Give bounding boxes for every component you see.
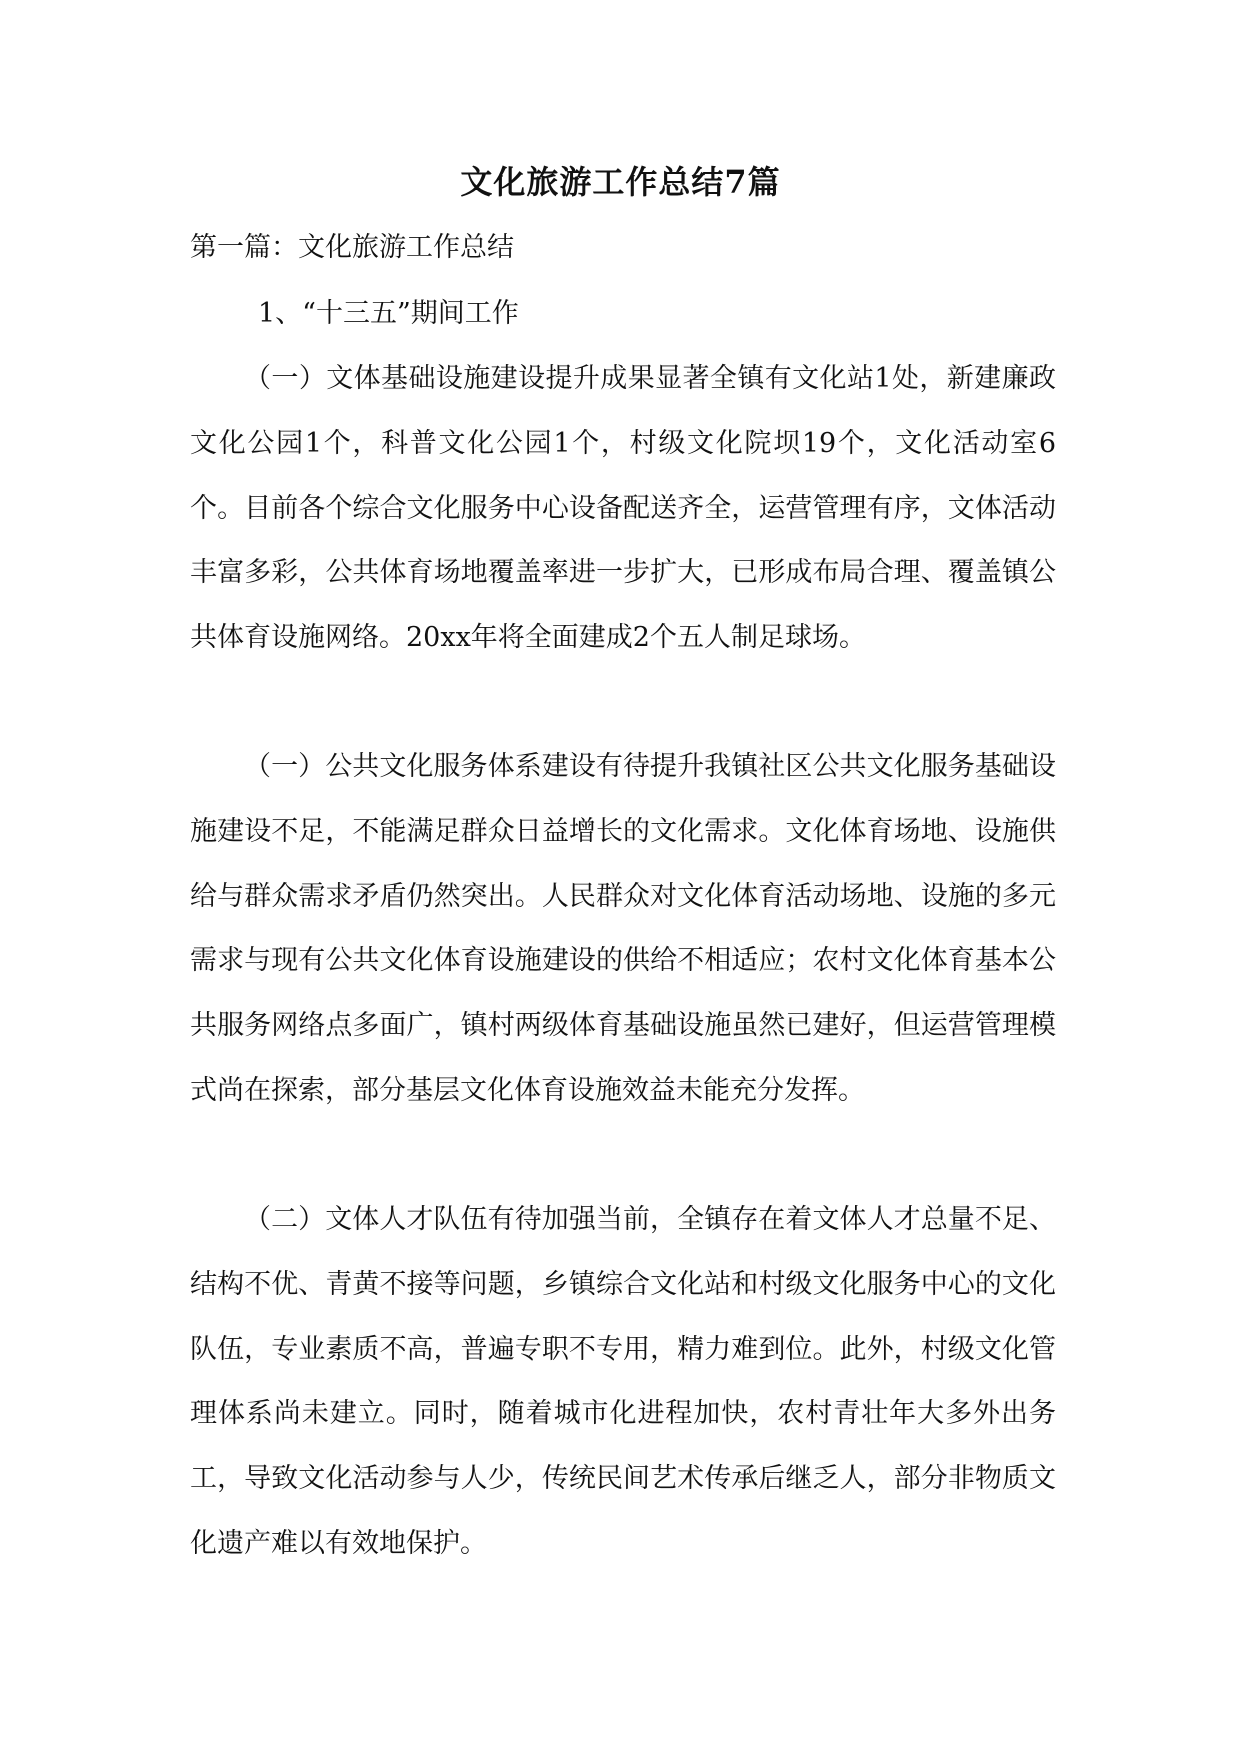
paragraph-talent-team: （二）文体人才队伍有待加强当前，全镇存在着文体人才总量不足、结构不优、青黄不接等问题，乡镇综合文化站和村级文化服务中心的文化队伍，专业素质不高，普遍专职不专用，精力难到位。此外，村级文化管理体系尚未建立。同时，随着城市化进程加快，农村青壮年大多外出务工，导致文化活动参与人少，传统民间艺术传承后继乏人，部分非物质文化遗产难以有效地保护。 (190, 1204, 1056, 1559)
section-heading: 1、“十三五”期间工作 (258, 298, 519, 329)
chapter-heading: 第一篇：文化旅游工作总结 (190, 232, 514, 263)
document-title: 文化旅游工作总结7篇 (460, 163, 781, 201)
paragraph-public-service-system: （一）公共文化服务体系建设有待提升我镇社区公共文化服务基础设施建设不足，不能满足群众日益增长的文化需求。文化体育场地、设施供给与群众需求矛盾仍然突出。人民群众对文化体育活动场地、设施的多元需求与现有公共文化体育设施建设的供给不相适应；农村文化体育基本公共服务网络点多面广，镇村两级体育基础设施虽然已建好，但运营管理模式尚在探索，部分基层文化体育设施效益未能充分发挥。 (190, 751, 1056, 1106)
paragraph-facilities: （一）文体基础设施建设提升成果显著全镇有文化站1处，新建廉政文化公园1个，科普文化公园1个，村级文化院坝19个，文化活动室6个。目前各个综合文化服务中心设备配送齐全，运营管理有序，文体活动丰富多彩，公共体育场地覆盖率进一步扩大，已形成布局合理、覆盖镇公共体育设施网络。20xx年将全面建成2个五人制足球场。 (190, 363, 1056, 654)
